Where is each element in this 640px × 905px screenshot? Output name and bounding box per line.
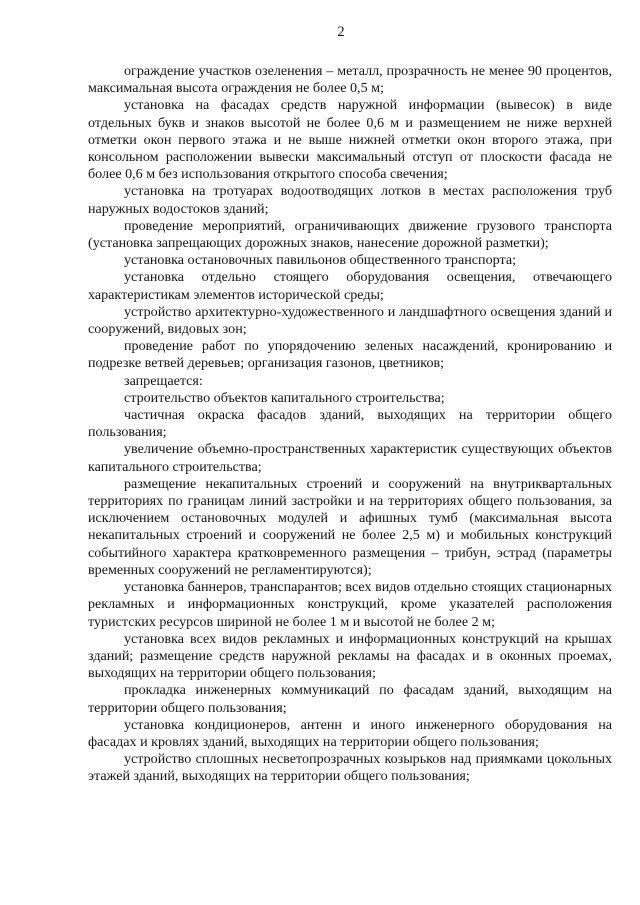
page-number: 2 bbox=[337, 24, 345, 40]
paragraph-banners: установка баннеров, транспарантов; всех видов отдельно стоящих стационарных рекламных и информационных конструкций, кроме указателей расположения туристских ресурсов шириной не более 1 м и высотой не более 2 м; bbox=[88, 579, 612, 630]
paragraph-standalone-lighting: установка отдельно стоящего оборудования освещения, отвечающего характеристикам элементов исторической среды; bbox=[88, 269, 612, 303]
paragraph-capital-construction: строительство объектов капитального строительства; bbox=[124, 389, 445, 406]
paragraph-freight-traffic-restriction: проведение мероприятий, ограничивающих движение грузового транспорта (установка запрещающих дорожных знаков, нанесение дорожной разметки); bbox=[88, 217, 612, 252]
paragraph-fence-requirements: ограждение участков озеленения – металл, прозрачность не менее 90 процентов, максимальная высота ограждения не более 0,5 м; bbox=[88, 63, 612, 97]
paragraph-bus-shelters: установка остановочных павильонов общественного транспорта; bbox=[124, 252, 516, 269]
paragraph-architectural-lighting: устройство архитектурно-художественного и ландшафтного освещения зданий и сооружений, видовых зон; bbox=[88, 303, 612, 338]
paragraph-drainage-trays: установка на тротуарах водоотводящих лотков в местах расположения труб наружных водостоков зданий; bbox=[88, 183, 612, 217]
paragraph-air-conditioners: установка кондиционеров, антенн и иного инженерного оборудования на фасадах и кровлях зданий, выходящих на территории общего пользования; bbox=[88, 716, 612, 750]
document-body bbox=[88, 63, 612, 786]
paragraph-signage-installation: установка на фасадах средств наружной информации (вывесок) в виде отдельных букв и знаков высотой не более 0,6 м и размещением не ниже верхней отметки окон первого этажа и не выше нижней отметки окон второго этажа, при консольном расположении вывески максимальный отступ от плоскости фасада не более 0,6 м без использования открытого способа свечения; bbox=[88, 97, 612, 183]
paragraph-partial-facade-painting: частичная окраска фасадов зданий, выходящих на территории общего пользования; bbox=[88, 407, 612, 441]
paragraph-temporary-structures: размещение некапитальных строений и сооружений на внутриквартальных территориях по границам линий застройки и на территориях общего пользования, за исключением остановочных модулей и афишных тумб (максимальная высота некапитальных строений и сооружений не более 2,5 м) и мобильных конструкций событийного характера кратковременного размещения – трибун, эстрад (параметры временных сооружений не регламентируются); bbox=[88, 475, 612, 578]
paragraph-green-spaces: проведение работ по упорядочению зеленых насаждений, кронированию и подрезке ветвей деревьев; организация газонов, цветников; bbox=[88, 338, 612, 372]
paragraph-volume-increase: увеличение объемно-пространственных характеристик существующих объектов капитального строительства; bbox=[88, 441, 612, 475]
paragraph-facade-utilities: прокладка инженерных коммуникаций по фасадам зданий, выходящим на территории общего пользования; bbox=[88, 682, 612, 716]
paragraph-rooftop-advertising: установка всех видов рекламных и информационных конструкций на крышах зданий; размещение средств наружной рекламы на фасадах и в оконных проемах, выходящих на территории общего пользования; bbox=[88, 630, 612, 682]
paragraph-prohibited-heading: запрещается: bbox=[124, 372, 203, 389]
paragraph-solid-canopies: устройство сплошных несветопрозрачных козырьков над приямками цокольных этажей зданий, выходящих на территории общего пользования; bbox=[88, 751, 612, 785]
